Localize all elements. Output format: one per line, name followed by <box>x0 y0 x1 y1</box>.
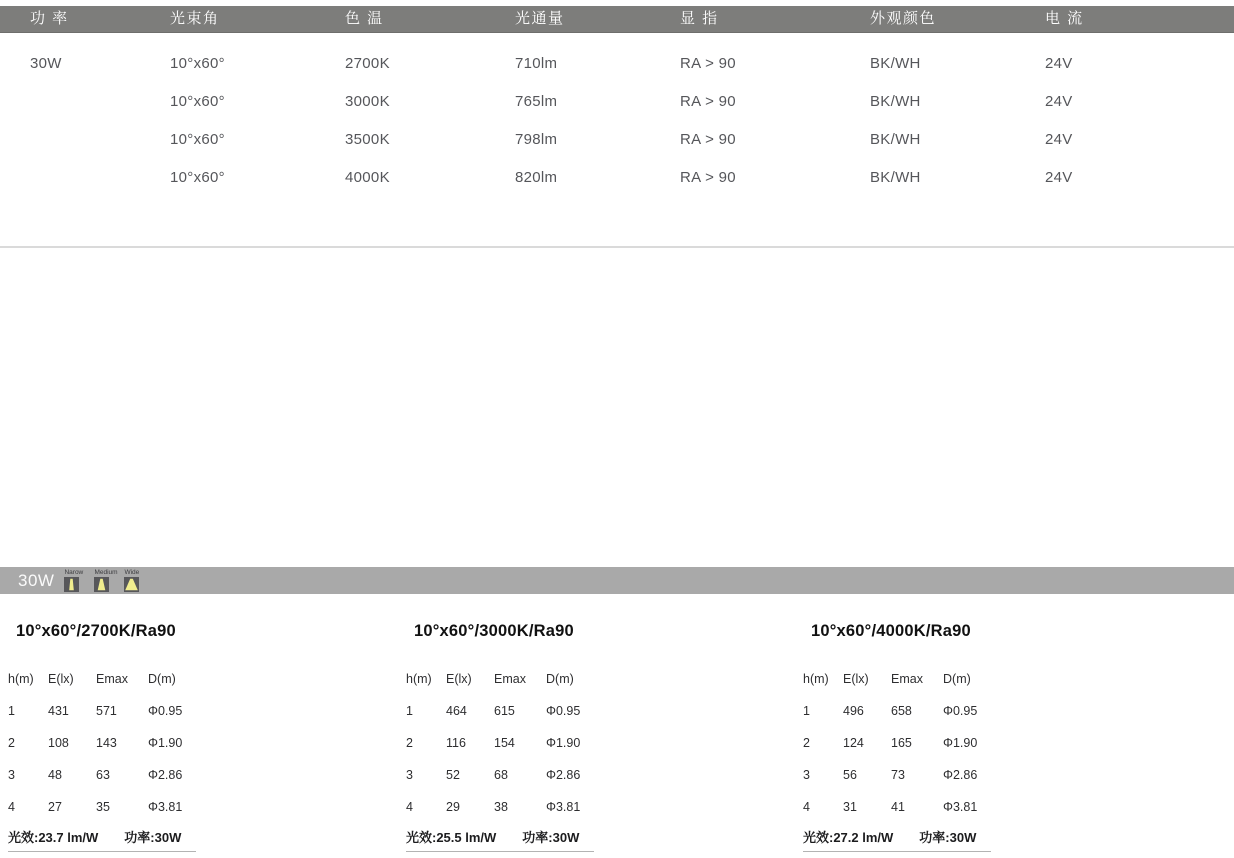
spec-table-row <box>0 121 1234 159</box>
photometric-footer <box>8 829 196 852</box>
photometric-cell: 3 <box>8 768 15 782</box>
photometric-table-title: 10°x60°/2700K/Ra90 <box>16 622 176 640</box>
spec-cell: 710lm <box>515 55 558 72</box>
photometric-row <box>8 727 203 759</box>
spec-cell: 24V <box>1045 93 1073 110</box>
medium-beam-icon <box>94 577 109 592</box>
photometric-table-title: 10°x60°/4000K/Ra90 <box>811 622 971 640</box>
spec-table-row <box>0 159 1234 197</box>
photometric-row <box>803 759 998 791</box>
efficacy-value: 光效:25.5 lm/W <box>406 830 497 845</box>
spec-cell: 3000K <box>345 93 390 110</box>
wide-beam-icon <box>124 577 139 592</box>
photometric-header-cell: h(m) <box>803 672 829 686</box>
photometric-cell: 27 <box>48 800 62 814</box>
photometric-cell: Φ0.95 <box>148 704 183 718</box>
photometric-cell: 496 <box>843 704 864 718</box>
photometric-cell: 165 <box>891 736 912 750</box>
photometric-cell: 2 <box>803 736 810 750</box>
photometric-header-cell: Emax <box>891 672 923 686</box>
photometric-tables <box>0 621 1234 858</box>
spec-table-row <box>0 45 1234 83</box>
photometric-cell: Φ3.81 <box>148 800 183 814</box>
photometric-cell: 124 <box>843 736 864 750</box>
spec-cell: 820lm <box>515 169 558 186</box>
photometric-cell: 1 <box>406 704 413 718</box>
beam-icon-group <box>94 569 118 594</box>
photometric-cell: Φ2.86 <box>943 768 978 782</box>
photometric-cell: 143 <box>96 736 117 750</box>
photometric-cell: Φ3.81 <box>546 800 581 814</box>
photometric-cell: 3 <box>803 768 810 782</box>
photometric-cell: 4 <box>803 800 810 814</box>
spec-header-cell: 色 温 <box>345 10 384 27</box>
spec-cell: BK/WH <box>870 93 921 110</box>
photometric-row <box>406 727 601 759</box>
photometric-cell: 63 <box>96 768 110 782</box>
power-value: 功率:30W <box>522 830 580 845</box>
photometric-cell: 108 <box>48 736 69 750</box>
spec-cell: 10°x60° <box>170 93 225 110</box>
photometric-header-row <box>8 663 203 695</box>
photometric-cell: 31 <box>843 800 857 814</box>
photometric-footer <box>803 829 991 852</box>
spec-cell <box>30 83 170 121</box>
photometric-table <box>803 621 998 852</box>
spec-cell <box>30 121 170 159</box>
photometric-table <box>8 621 203 852</box>
photometric-header-cell: E(lx) <box>48 672 74 686</box>
spec-cell: RA > 90 <box>680 55 736 72</box>
photometric-row <box>8 695 203 727</box>
photometric-cell: Φ1.90 <box>546 736 581 750</box>
spec-cell: RA > 90 <box>680 169 736 186</box>
spec-cell: BK/WH <box>870 55 921 72</box>
spec-cell: 30W <box>30 55 62 72</box>
photometric-cell: 658 <box>891 704 912 718</box>
photometric-cell: 464 <box>446 704 467 718</box>
photometric-cell: 4 <box>406 800 413 814</box>
spec-cell: BK/WH <box>870 169 921 186</box>
spec-cell: 10°x60° <box>170 55 225 72</box>
photometric-cell: 2 <box>8 736 15 750</box>
spec-table-body <box>0 45 1234 197</box>
beam-angle-label: Medium <box>94 569 118 576</box>
photometric-cell: 29 <box>446 800 460 814</box>
narrow-beam-icon <box>64 577 79 592</box>
photometric-header-cell: E(lx) <box>843 672 869 686</box>
section-divider <box>0 246 1234 248</box>
spec-cell: 4000K <box>345 169 390 186</box>
spec-cell: 24V <box>1045 169 1073 186</box>
photometric-header-cell: D(m) <box>546 672 574 686</box>
spec-cell: RA > 90 <box>680 93 736 110</box>
spec-header-cell: 功 率 <box>30 10 69 27</box>
photometric-cell: Φ0.95 <box>943 704 978 718</box>
spec-table-row <box>0 83 1234 121</box>
photometric-cell: 48 <box>48 768 62 782</box>
photometric-cell: 68 <box>494 768 508 782</box>
photometric-header-cell: D(m) <box>943 672 971 686</box>
spec-header-cell: 光束角 <box>170 10 220 27</box>
spec-header-cell: 显 指 <box>680 10 719 27</box>
power-bar <box>0 567 1234 594</box>
photometric-cell: Φ1.90 <box>943 736 978 750</box>
photometric-header-row <box>803 663 998 695</box>
spec-header-cell: 外观颜色 <box>870 10 937 27</box>
photometric-cell: 73 <box>891 768 905 782</box>
photometric-header-cell: D(m) <box>148 672 176 686</box>
photometric-row <box>406 791 601 823</box>
spec-header-cell: 光通量 <box>515 10 565 27</box>
photometric-row <box>803 727 998 759</box>
spec-cell: 2700K <box>345 55 390 72</box>
photometric-cell: Φ0.95 <box>546 704 581 718</box>
photometric-cell: 1 <box>8 704 15 718</box>
photometric-cell: Φ2.86 <box>148 768 183 782</box>
photometric-table-title: 10°x60°/3000K/Ra90 <box>414 622 574 640</box>
efficacy-value: 光效:27.2 lm/W <box>803 830 894 845</box>
photometric-cell: 41 <box>891 800 905 814</box>
efficacy-value: 光效:23.7 lm/W <box>8 830 99 845</box>
photometric-cell: 56 <box>843 768 857 782</box>
beam-icon-group <box>124 569 139 594</box>
power-label: 30W <box>18 571 55 590</box>
photometric-cell: 35 <box>96 800 110 814</box>
spec-cell: 24V <box>1045 131 1073 148</box>
photometric-footer <box>406 829 594 852</box>
photometric-cell: 154 <box>494 736 515 750</box>
spec-cell: 24V <box>1045 55 1073 72</box>
beam-angle-label: Wide <box>124 569 140 576</box>
spec-cell: RA > 90 <box>680 131 736 148</box>
spec-cell: 765lm <box>515 93 558 110</box>
photometric-cell: 3 <box>406 768 413 782</box>
power-value: 功率:30W <box>919 830 977 845</box>
spec-cell: BK/WH <box>870 131 921 148</box>
photometric-header-cell: h(m) <box>406 672 432 686</box>
photometric-header-row <box>406 663 601 695</box>
spec-cell: 798lm <box>515 131 558 148</box>
spec-cell <box>30 159 170 197</box>
photometric-row <box>406 759 601 791</box>
photometric-cell: 2 <box>406 736 413 750</box>
photometric-cell: Φ2.86 <box>546 768 581 782</box>
photometric-row <box>803 791 998 823</box>
photometric-header-cell: Emax <box>96 672 128 686</box>
photometric-header-cell: h(m) <box>8 672 34 686</box>
spec-table-header-row <box>0 6 1234 33</box>
photometric-cell: 615 <box>494 704 515 718</box>
spec-header-cell: 电 流 <box>1045 10 1084 27</box>
photometric-cell: 4 <box>8 800 15 814</box>
spec-cell: 10°x60° <box>170 169 225 186</box>
photometric-row <box>803 695 998 727</box>
photometric-cell: 431 <box>48 704 69 718</box>
photometric-table <box>406 621 601 852</box>
photometric-header-cell: E(lx) <box>446 672 472 686</box>
photometric-header-cell: Emax <box>494 672 526 686</box>
photometric-cell: 1 <box>803 704 810 718</box>
photometric-cell: Φ1.90 <box>148 736 183 750</box>
beam-icons-group <box>64 567 154 594</box>
photometric-row <box>8 759 203 791</box>
photometric-cell: Φ3.81 <box>943 800 978 814</box>
power-value: 功率:30W <box>124 830 182 845</box>
photometric-row <box>8 791 203 823</box>
spec-cell: 10°x60° <box>170 131 225 148</box>
photometric-row <box>406 695 601 727</box>
beam-angle-label: Narow <box>64 569 84 576</box>
photometric-cell: 571 <box>96 704 117 718</box>
spec-cell: 3500K <box>345 131 390 148</box>
beam-icon-group <box>64 569 84 594</box>
photometric-cell: 116 <box>446 736 466 750</box>
photometric-cell: 38 <box>494 800 508 814</box>
photometric-cell: 52 <box>446 768 460 782</box>
